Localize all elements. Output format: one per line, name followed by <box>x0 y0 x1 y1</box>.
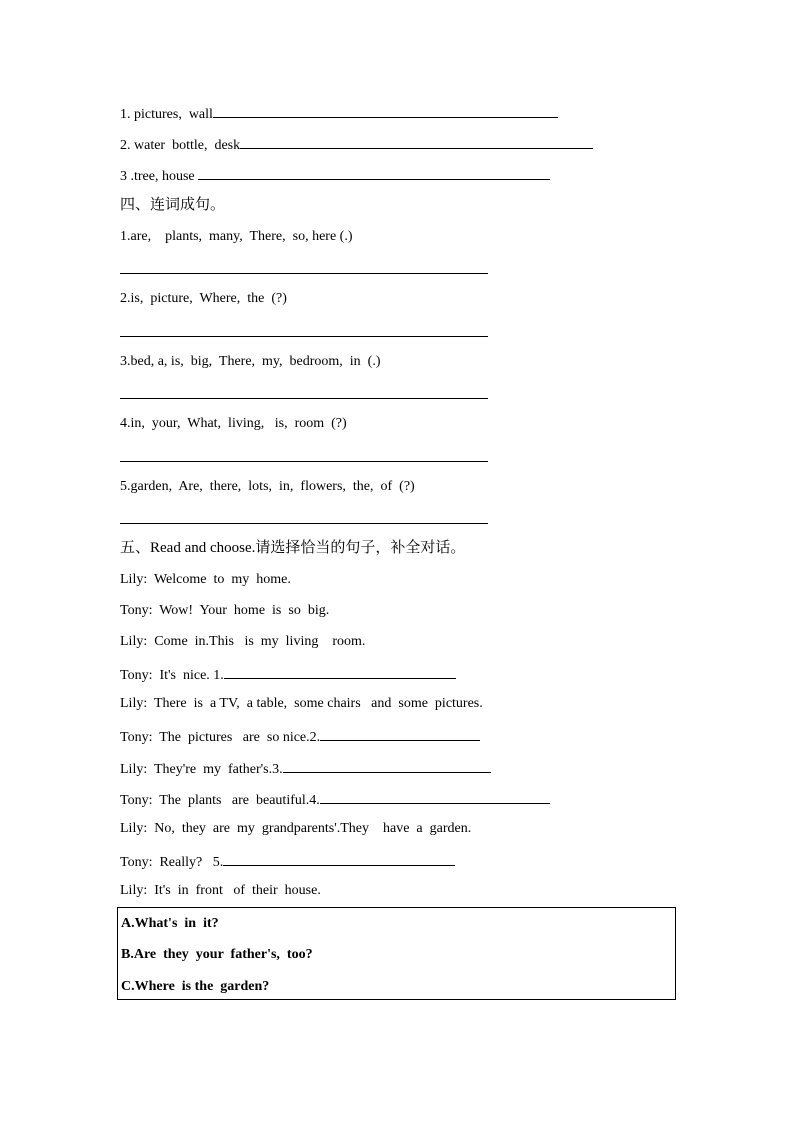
option-c: C.Where is the garden? <box>121 979 270 994</box>
section4-heading: 四、连词成句。 <box>120 197 226 213</box>
dialogue-line-2: Tony: Wow! Your home is so big. <box>120 603 330 618</box>
dialogue-line-3: Lily: Come in.This is my living room. <box>120 634 366 649</box>
dialogue-line-1: Lily: Welcome to my home. <box>120 572 291 587</box>
dialogue-line-5: Lily: There is a TV, a table, some chairs and some pictures. <box>120 696 483 711</box>
section3-item-text: 2. water bottle, desk <box>120 138 241 153</box>
dialogue-text: Tony: The pictures are so nice.2. <box>120 730 321 745</box>
dialogue-line-6 <box>120 726 480 747</box>
section3-item-3 <box>120 165 550 186</box>
section3-item-1 <box>120 103 558 124</box>
section4-item-5: 5.garden, Are, there, lots, in, flowers, the, of (?) <box>120 479 415 494</box>
answer-blank[interactable] <box>198 165 550 180</box>
answer-blank[interactable] <box>320 789 550 804</box>
answer-blank[interactable] <box>213 103 558 118</box>
section4-item-1: 1.are, plants, many, There, so, here (.) <box>120 229 353 244</box>
option-a: A.What's in it? <box>121 916 219 931</box>
dialogue-line-11: Lily: It's in front of their house. <box>120 883 321 898</box>
options-box <box>117 907 676 1000</box>
option-b: B.Are they your father's, too? <box>121 947 313 962</box>
answer-blank[interactable] <box>224 664 456 679</box>
dialogue-line-8 <box>120 789 550 810</box>
section5-heading: 五、Read and choose.请选择恰当的句子，补全对话。 <box>120 540 466 556</box>
answer-blank[interactable] <box>223 851 455 866</box>
dialogue-line-10 <box>120 851 455 872</box>
section4-item-4: 4.in, your, What, living, is, room (?) <box>120 416 347 431</box>
section4-item-2: 2.is, picture, Where, the (?) <box>120 291 287 306</box>
dialogue-line-4 <box>120 664 456 685</box>
dialogue-line-7 <box>120 758 491 779</box>
answer-line[interactable] <box>120 398 488 399</box>
section3-item-text: 1. pictures, wall <box>120 107 213 122</box>
section4-item-3: 3.bed, a, is, big, There, my, bedroom, in (.) <box>120 354 381 369</box>
dialogue-text: Tony: Really? 5. <box>120 855 224 870</box>
dialogue-line-9: Lily: No, they are my grandparents'.They have a garden. <box>120 821 472 836</box>
answer-line[interactable] <box>120 273 488 274</box>
answer-line[interactable] <box>120 336 488 337</box>
dialogue-text: Lily: They're my father's.3. <box>120 762 283 777</box>
dialogue-text: Tony: It's nice. 1. <box>120 668 224 683</box>
answer-blank[interactable] <box>240 134 593 149</box>
answer-line[interactable] <box>120 523 488 524</box>
answer-line[interactable] <box>120 461 488 462</box>
section3-item-2 <box>120 134 593 155</box>
dialogue-text: Tony: The plants are beautiful.4. <box>120 793 320 808</box>
answer-blank[interactable] <box>283 758 491 773</box>
section3-item-text: 3 .tree, house <box>120 169 199 184</box>
answer-blank[interactable] <box>320 726 480 741</box>
